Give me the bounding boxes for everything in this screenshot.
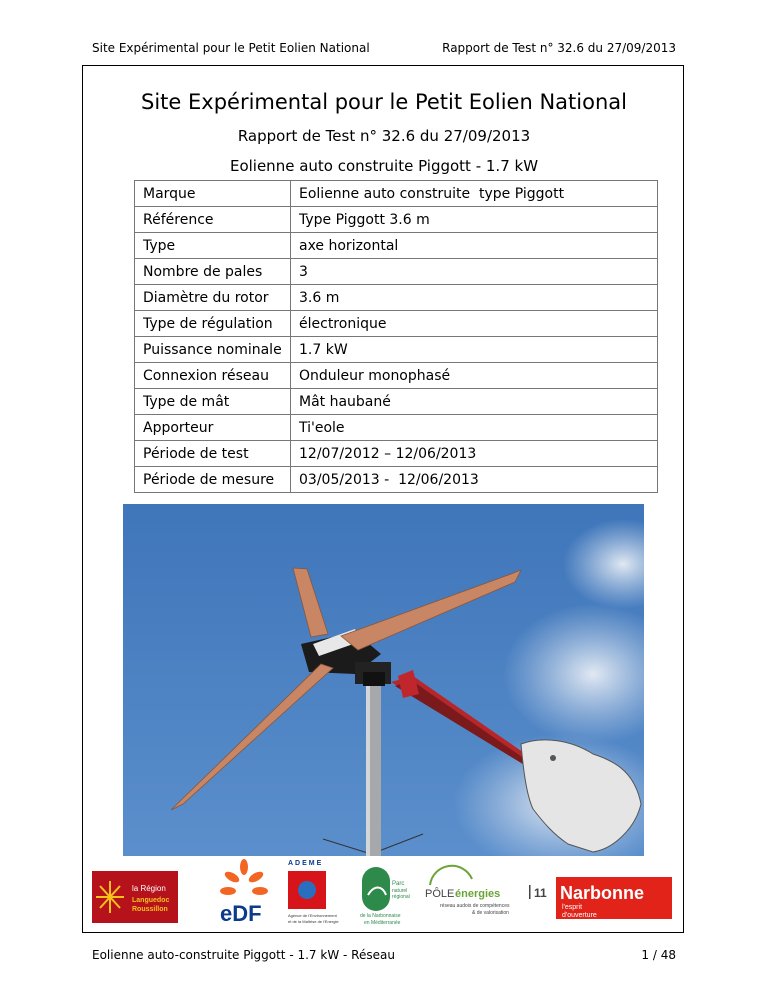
region-line1: la Région: [132, 884, 166, 893]
spec-value: 1.7 kW: [291, 337, 658, 363]
pole-line1: réseau audois de compétences: [440, 903, 510, 909]
pole-brand1: PÔLE: [425, 888, 455, 900]
ademe-title: ADEME: [288, 860, 324, 867]
parc-line5: en Méditerranée: [364, 920, 401, 926]
spec-row: [135, 337, 658, 363]
pole-energies-logo: [425, 866, 547, 916]
spec-value: Type Piggott 3.6 m: [291, 207, 658, 233]
partner-logos: [92, 855, 682, 927]
spec-row: [135, 259, 658, 285]
footer-left: Eolienne auto-construite Piggott - 1.7 kW - Réseau: [92, 948, 395, 962]
ademe-line2: et de la Maîtrise de l'Energie: [288, 919, 339, 924]
spec-row: [135, 181, 658, 207]
spec-value: 3.6 m: [291, 285, 658, 311]
spec-value: Onduleur monophasé: [291, 363, 658, 389]
partner-logos-svg: [92, 855, 682, 927]
spec-row: [135, 363, 658, 389]
narbonne-logo: [556, 877, 672, 919]
pole-line2: & de valorisation: [472, 910, 509, 916]
specs-table: [134, 180, 658, 493]
spec-value: 12/07/2012 – 12/06/2013: [291, 441, 658, 467]
turbine-photo-svg: [123, 504, 644, 856]
header-left: Site Expérimental pour le Petit Eolien National: [92, 41, 370, 55]
parc-line2: naturel: [392, 888, 408, 894]
spec-row: [135, 467, 658, 493]
spec-row: [135, 285, 658, 311]
spec-label: Type de régulation: [135, 311, 291, 337]
spec-row: [135, 207, 658, 233]
spec-label: Type: [135, 233, 291, 259]
spec-row: [135, 415, 658, 441]
spec-label: Connexion réseau: [135, 363, 291, 389]
pole-number: 11: [534, 886, 547, 900]
spec-label: Type de mât: [135, 389, 291, 415]
spec-label: Apporteur: [135, 415, 291, 441]
spec-row: [135, 311, 658, 337]
spec-row: [135, 389, 658, 415]
spec-row: [135, 441, 658, 467]
edf-text: eDF: [220, 901, 262, 926]
parc-naturel-logo: [360, 867, 410, 926]
turbine-photo: [123, 504, 644, 856]
narbonne-line1: l'esprit: [562, 904, 583, 911]
pole-brand2: énergies: [455, 888, 501, 900]
spec-label: Marque: [135, 181, 291, 207]
parc-line3: régional: [392, 894, 410, 900]
spec-label: Puissance nominale: [135, 337, 291, 363]
region-line2: Languedoc: [132, 897, 170, 904]
parc-line1: Parc: [392, 881, 405, 887]
spec-label: Période de mesure: [135, 467, 291, 493]
spec-label: Période de test: [135, 441, 291, 467]
spec-value: Ti'eole: [291, 415, 658, 441]
region-languedoc-logo: [92, 871, 178, 923]
spec-value: axe horizontal: [291, 233, 658, 259]
spec-value: 03/05/2013 - 12/06/2013: [291, 467, 658, 493]
ademe-logo: [288, 860, 339, 924]
ademe-line1: Agence de l'Environnement: [288, 913, 337, 918]
spec-label: Nombre de pales: [135, 259, 291, 285]
header-right: Rapport de Test n° 32.6 du 27/09/2013: [442, 41, 676, 55]
document-title: Site Expérimental pour le Petit Eolien National: [141, 90, 627, 114]
spec-row: [135, 233, 658, 259]
spec-value: Mât haubané: [291, 389, 658, 415]
spec-label: Diamètre du rotor: [135, 285, 291, 311]
narbonne-name: Narbonne: [560, 883, 645, 903]
spec-value: 3: [291, 259, 658, 285]
footer-page-number: 1 / 48: [641, 948, 676, 962]
spec-value: électronique: [291, 311, 658, 337]
product-name: Eolienne auto construite Piggott - 1.7 kW: [229, 157, 539, 175]
parc-line4: de la Narbonnaise: [360, 913, 401, 919]
spec-label: Référence: [135, 207, 291, 233]
report-subtitle: Rapport de Test n° 32.6 du 27/09/2013: [237, 127, 531, 145]
spec-value: Eolienne auto construite type Piggott: [291, 181, 658, 207]
region-line3: Roussillon: [132, 906, 168, 913]
narbonne-line2: d'ouverture: [562, 912, 597, 919]
edf-logo: [220, 859, 268, 926]
